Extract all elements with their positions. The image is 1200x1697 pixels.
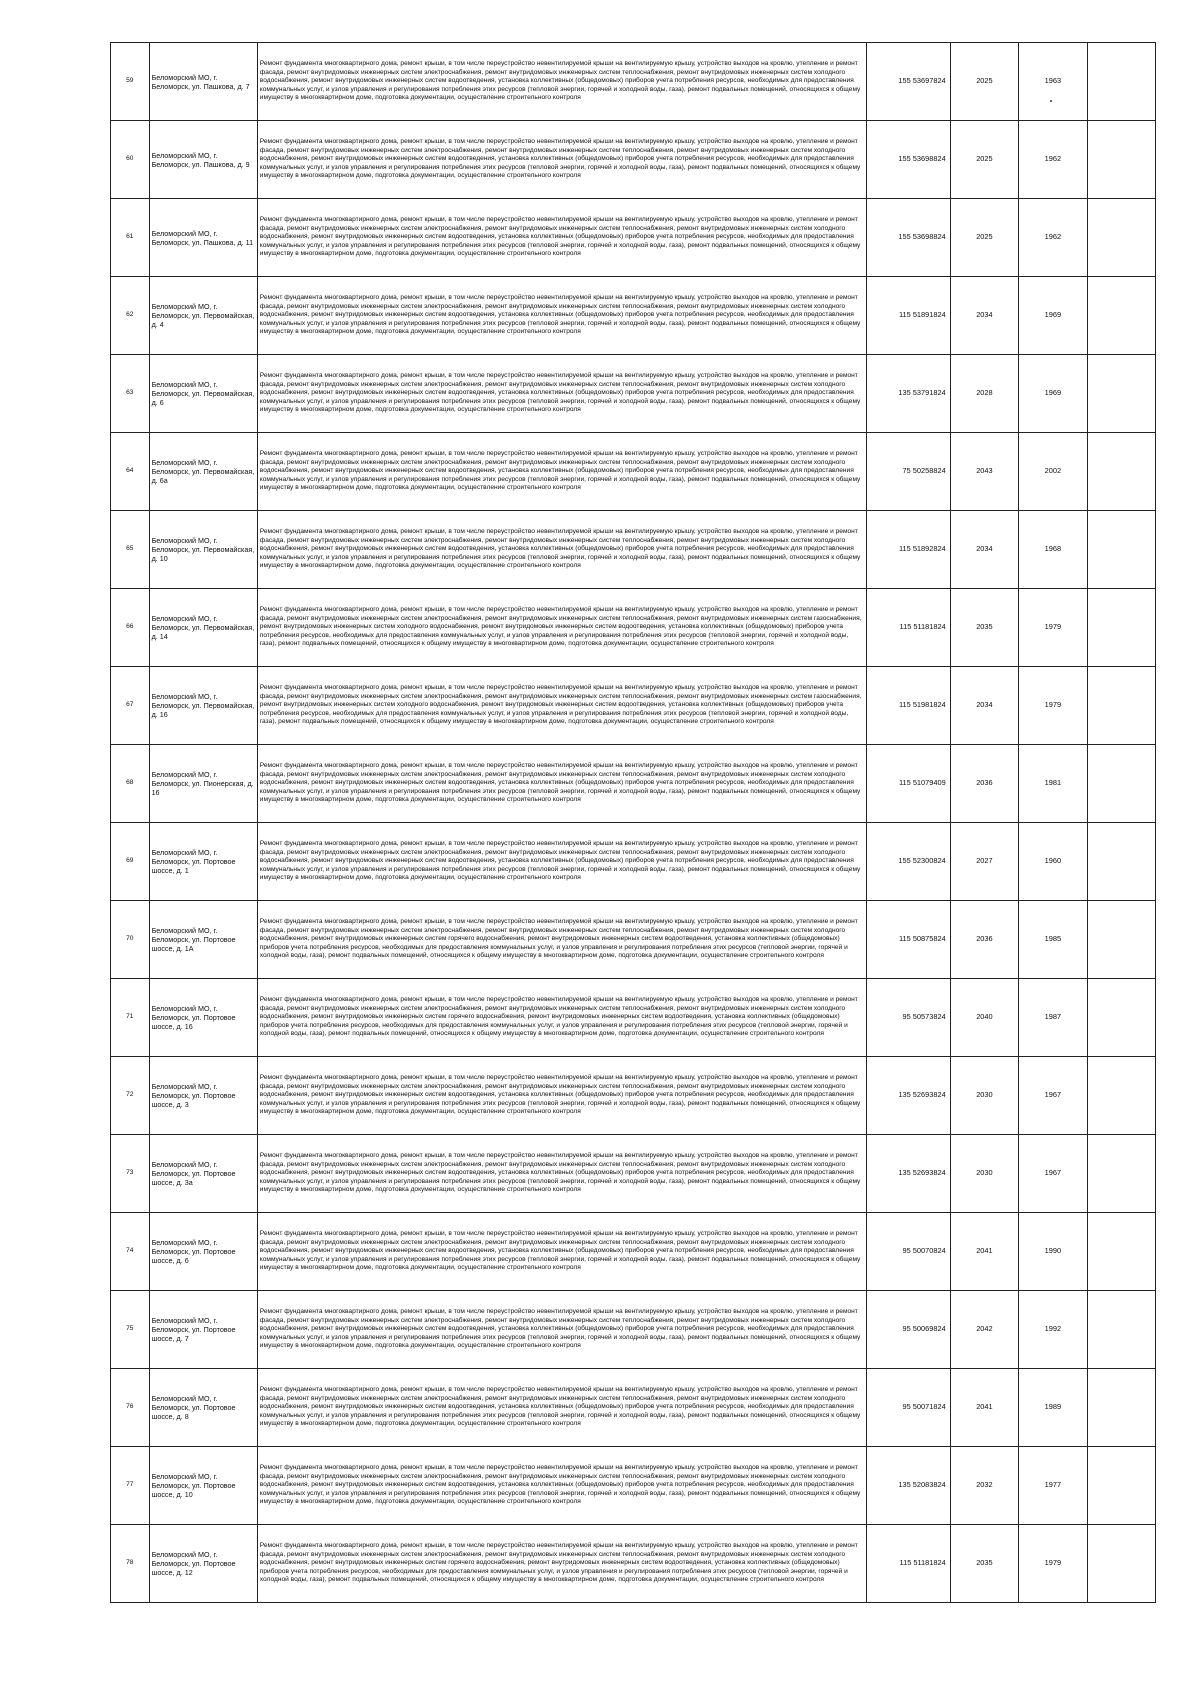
repair-year-cell: 2034	[950, 667, 1018, 745]
repair-year-cell: 2032	[950, 1447, 1018, 1525]
table-row	[111, 1525, 1156, 1603]
repair-year-cell: 2042	[950, 1291, 1018, 1369]
row-number: 77	[111, 1447, 150, 1525]
address-cell: Беломорский МО, г. Беломорск, ул. Пионерская, д. 16	[149, 745, 257, 823]
table-row	[111, 277, 1156, 355]
cost-cell: 115 51891824	[867, 277, 950, 355]
empty-cell	[1087, 979, 1155, 1057]
table-row	[111, 511, 1156, 589]
cost-cell: 95 50069824	[867, 1291, 950, 1369]
build-year-cell: 1962	[1019, 199, 1087, 277]
cost-cell: 95 50573824	[867, 979, 950, 1057]
works-cell: Ремонт фундамента многоквартирного дома, ремонт крыши, в том числе переустройство невентилируемой крыши на вентилируемую крышу, устройство выходов на кровлю, утепление и ремонт фасада, ремонт внутридомовых инженерных систем электроснабжения, ремонт внутридомовых инженерных систем теплоснабжения, ремонт внутридомовых инженерных систем холодного водоснабжения, ремонт внутридомовых инженерных систем водоотведения, установка коллективных (общедомовых) приборов учета потребления ресурсов, необходимых для предоставления коммунальных услуг, и узлов управления и регулирования потребления этих ресурсов (тепловой энергии, горячей и холодной воды, газа), ремонт подвальных помещений, относящихся к общему имуществу в многоквартирном доме, подготовка документации, осуществление строительного контроля	[257, 355, 867, 433]
repair-year-cell: 2036	[950, 901, 1018, 979]
row-number: 68	[111, 745, 150, 823]
works-cell: Ремонт фундамента многоквартирного дома, ремонт крыши, в том числе переустройство невентилируемой крыши на вентилируемую крышу, устройство выходов на кровлю, утепление и ремонт фасада, ремонт внутридомовых инженерных систем электроснабжения, ремонт внутридомовых инженерных систем теплоснабжения, ремонт внутридомовых инженерных систем холодного водоснабжения, ремонт внутридомовых инженерных систем водоотведения, установка коллективных (общедомовых) приборов учета потребления ресурсов, необходимых для предоставления коммунальных услуг, и узлов управления и регулирования потребления этих ресурсов (тепловой энергии, горячей и холодной воды, газа), ремонт подвальных помещений, относящихся к общему имуществу в многоквартирном доме, подготовка документации, осуществление строительного контроля	[257, 823, 867, 901]
table-row	[111, 1135, 1156, 1213]
row-number: 65	[111, 511, 150, 589]
row-number: 62	[111, 277, 150, 355]
document-page	[110, 42, 1156, 1603]
empty-cell	[1087, 1369, 1155, 1447]
repair-year-cell: 2040	[950, 979, 1018, 1057]
empty-cell	[1087, 355, 1155, 433]
repair-year-cell: 2034	[950, 277, 1018, 355]
table-row	[111, 667, 1156, 745]
address-cell: Беломорский МО, г. Беломорск, ул. Пашкова, д. 11	[149, 199, 257, 277]
works-cell: Ремонт фундамента многоквартирного дома, ремонт крыши, в том числе переустройство невентилируемой крыши на вентилируемую крышу, устройство выходов на кровлю, утепление и ремонт фасада, ремонт внутридомовых инженерных систем электроснабжения, ремонт внутридомовых инженерных систем теплоснабжения, ремонт внутридомовых инженерных систем холодного водоснабжения, ремонт внутридомовых инженерных систем горячего водоснабжения, ремонт внутридомовых инженерных систем водоотведения, установка коллективных (общедомовых) приборов учета потребления ресурсов, необходимых для предоставления коммунальных услуг, и узлов управления и регулирования потребления этих ресурсов (тепловой энергии, горячей и холодной воды, газа), ремонт подвальных помещений, относящихся к общему имуществу в многоквартирном доме, подготовка документации, осуществление строительного контроля	[257, 901, 867, 979]
address-cell: Беломорский МО, г. Беломорск, ул. Портовое шоссе, д. 3а	[149, 1135, 257, 1213]
empty-cell	[1087, 901, 1155, 979]
repair-year-cell: 2035	[950, 589, 1018, 667]
address-cell: Беломорский МО, г. Беломорск, ул. Первомайская, д. 10	[149, 511, 257, 589]
build-year-cell: 1969	[1019, 355, 1087, 433]
row-number: 59	[111, 43, 150, 121]
repair-year-cell: 2043	[950, 433, 1018, 511]
table-row	[111, 433, 1156, 511]
build-year-cell: 1977	[1019, 1447, 1087, 1525]
works-cell: Ремонт фундамента многоквартирного дома, ремонт крыши, в том числе переустройство невентилируемой крыши на вентилируемую крышу, устройство выходов на кровлю, утепление и ремонт фасада, ремонт внутридомовых инженерных систем электроснабжения, ремонт внутридомовых инженерных систем теплоснабжения, ремонт внутридомовых инженерных систем холодного водоснабжения, ремонт внутридомовых инженерных систем горячего водоснабжения, ремонт внутридомовых инженерных систем водоотведения, установка коллективных (общедомовых) приборов учета потребления ресурсов, необходимых для предоставления коммунальных услуг, и узлов управления и регулирования потребления этих ресурсов (тепловой энергии, горячей и холодной воды, газа), ремонт подвальных помещений, относящихся к общему имуществу в многоквартирном доме, подготовка документации, осуществление строительного контроля	[257, 1525, 867, 1603]
row-number: 72	[111, 1057, 150, 1135]
row-number: 69	[111, 823, 150, 901]
works-cell: Ремонт фундамента многоквартирного дома, ремонт крыши, в том числе переустройство невентилируемой крыши на вентилируемую крышу, устройство выходов на кровлю, утепление и ремонт фасада, ремонт внутридомовых инженерных систем электроснабжения, ремонт внутридомовых инженерных систем теплоснабжения, ремонт внутридомовых инженерных систем холодного водоснабжения, ремонт внутридомовых инженерных систем водоотведения, установка коллективных (общедомовых) приборов учета потребления ресурсов, необходимых для предоставления коммунальных услуг, и узлов управления и регулирования потребления этих ресурсов (тепловой энергии, горячей и холодной воды, газа), ремонт подвальных помещений, относящихся к общему имуществу в многоквартирном доме, подготовка документации, осуществление строительного контроля	[257, 199, 867, 277]
build-year-cell: 1968	[1019, 511, 1087, 589]
address-cell: Беломорский МО, г. Беломорск, ул. Портовое шоссе, д. 12	[149, 1525, 257, 1603]
empty-cell	[1087, 511, 1155, 589]
address-cell: Беломорский МО, г. Беломорск, ул. Портовое шоссе, д. 1А	[149, 901, 257, 979]
empty-cell	[1087, 1213, 1155, 1291]
works-cell: Ремонт фундамента многоквартирного дома, ремонт крыши, в том числе переустройство невентилируемой крыши на вентилируемую крышу, устройство выходов на кровлю, утепление и ремонт фасада, ремонт внутридомовых инженерных систем электроснабжения, ремонт внутридомовых инженерных систем теплоснабжения, ремонт внутридомовых инженерных систем холодного водоснабжения, ремонт внутридомовых инженерных систем водоотведения, установка коллективных (общедомовых) приборов учета потребления ресурсов, необходимых для предоставления коммунальных услуг, и узлов управления и регулирования потребления этих ресурсов (тепловой энергии, горячей и холодной воды, газа), ремонт подвальных помещений, относящихся к общему имуществу в многоквартирном доме, подготовка документации, осуществление строительного контроля	[257, 1447, 867, 1525]
table-row	[111, 1057, 1156, 1135]
row-number: 66	[111, 589, 150, 667]
repair-year-cell: 2030	[950, 1135, 1018, 1213]
cost-cell: 135 53791824	[867, 355, 950, 433]
table-row	[111, 199, 1156, 277]
build-year-cell: 1969	[1019, 277, 1087, 355]
table-row	[111, 355, 1156, 433]
repair-year-cell: 2025	[950, 199, 1018, 277]
build-year-cell: 1989	[1019, 1369, 1087, 1447]
address-cell: Беломорский МО, г. Беломорск, ул. Портовое шоссе, д. 6	[149, 1213, 257, 1291]
cost-cell: 115 50875824	[867, 901, 950, 979]
build-year-cell: 1992	[1019, 1291, 1087, 1369]
table-row	[111, 1213, 1156, 1291]
cost-cell: 75 50258824	[867, 433, 950, 511]
table-row	[111, 1369, 1156, 1447]
cost-cell: 95 50070824	[867, 1213, 950, 1291]
empty-cell	[1087, 1447, 1155, 1525]
build-year-cell: 1960	[1019, 823, 1087, 901]
table-row	[111, 1447, 1156, 1525]
works-cell: Ремонт фундамента многоквартирного дома, ремонт крыши, в том числе переустройство невентилируемой крыши на вентилируемую крышу, устройство выходов на кровлю, утепление и ремонт фасада, ремонт внутридомовых инженерных систем электроснабжения, ремонт внутридомовых инженерных систем теплоснабжения, ремонт внутридомовых инженерных систем холодного водоснабжения, ремонт внутридомовых инженерных систем водоотведения, установка коллективных (общедомовых) приборов учета потребления ресурсов, необходимых для предоставления коммунальных услуг, и узлов управления и регулирования потребления этих ресурсов (тепловой энергии, горячей и холодной воды, газа), ремонт подвальных помещений, относящихся к общему имуществу в многоквартирном доме, подготовка документации, осуществление строительного контроля	[257, 1057, 867, 1135]
empty-cell	[1087, 1525, 1155, 1603]
cost-cell: 135 52693824	[867, 1135, 950, 1213]
empty-cell	[1087, 43, 1155, 121]
row-number: 71	[111, 979, 150, 1057]
repair-year-cell: 2025	[950, 121, 1018, 199]
build-year-cell: 1962	[1019, 121, 1087, 199]
works-cell: Ремонт фундамента многоквартирного дома, ремонт крыши, в том числе переустройство невентилируемой крыши на вентилируемую крышу, устройство выходов на кровлю, утепление и ремонт фасада, ремонт внутридомовых инженерных систем электроснабжения, ремонт внутридомовых инженерных систем теплоснабжения, ремонт внутридомовых инженерных систем холодного водоснабжения, ремонт внутридомовых инженерных систем водоотведения, установка коллективных (общедомовых) приборов учета потребления ресурсов, необходимых для предоставления коммунальных услуг, и узлов управления и регулирования потребления этих ресурсов (тепловой энергии, горячей и холодной воды, газа), ремонт подвальных помещений, относящихся к общему имуществу в многоквартирном доме, подготовка документации, осуществление строительного контроля	[257, 1135, 867, 1213]
cost-cell: 95 50071824	[867, 1369, 950, 1447]
row-number: 63	[111, 355, 150, 433]
build-year-cell: 1979	[1019, 1525, 1087, 1603]
build-year-cell: 1981	[1019, 745, 1087, 823]
repair-year-cell: 2036	[950, 745, 1018, 823]
repair-year-cell: 2028	[950, 355, 1018, 433]
row-number: 67	[111, 667, 150, 745]
table-body	[111, 43, 1156, 1603]
table-row	[111, 589, 1156, 667]
address-cell: Беломорский МО, г. Беломорск, ул. Первомайская, д. 6	[149, 355, 257, 433]
build-year-cell: 1979	[1019, 667, 1087, 745]
row-number: 76	[111, 1369, 150, 1447]
repair-year-cell: 2027	[950, 823, 1018, 901]
repair-year-cell: 2041	[950, 1213, 1018, 1291]
address-cell: Беломорский МО, г. Беломорск, ул. Портовое шоссе, д. 10	[149, 1447, 257, 1525]
table-row	[111, 121, 1156, 199]
address-cell: Беломорский МО, г. Беломорск, ул. Первомайская, д. 14	[149, 589, 257, 667]
address-cell: Беломорский МО, г. Беломорск, ул. Пашкова, д. 7	[149, 43, 257, 121]
build-year-cell: 1979	[1019, 589, 1087, 667]
row-number: 73	[111, 1135, 150, 1213]
row-number: 61	[111, 199, 150, 277]
row-number: 74	[111, 1213, 150, 1291]
cost-cell: 155 52300824	[867, 823, 950, 901]
empty-cell	[1087, 1291, 1155, 1369]
empty-cell	[1087, 823, 1155, 901]
empty-cell	[1087, 1057, 1155, 1135]
works-cell: Ремонт фундамента многоквартирного дома, ремонт крыши, в том числе переустройство невентилируемой крыши на вентилируемую крышу, устройство выходов на кровлю, утепление и ремонт фасада, ремонт внутридомовых инженерных систем электроснабжения, ремонт внутридомовых инженерных систем теплоснабжения, ремонт внутридомовых инженерных систем холодного водоснабжения, ремонт внутридомовых инженерных систем водоотведения, установка коллективных (общедомовых) приборов учета потребления ресурсов, необходимых для предоставления коммунальных услуг, и узлов управления и регулирования потребления этих ресурсов (тепловой энергии, горячей и холодной воды, газа), ремонт подвальных помещений, относящихся к общему имуществу в многоквартирном доме, подготовка документации, осуществление строительного контроля	[257, 1291, 867, 1369]
build-year-cell: 1990	[1019, 1213, 1087, 1291]
works-cell: Ремонт фундамента многоквартирного дома, ремонт крыши, в том числе переустройство невентилируемой крыши на вентилируемую крышу, устройство выходов на кровлю, утепление и ремонт фасада, ремонт внутридомовых инженерных систем электроснабжения, ремонт внутридомовых инженерных систем теплоснабжения, ремонт внутридомовых инженерных систем холодного водоснабжения, ремонт внутридомовых инженерных систем водоотведения, установка коллективных (общедомовых) приборов учета потребления ресурсов, необходимых для предоставления коммунальных услуг, и узлов управления и регулирования потребления этих ресурсов (тепловой энергии, горячей и холодной воды, газа), ремонт подвальных помещений, относящихся к общему имуществу в многоквартирном доме, подготовка документации, осуществление строительного контроля	[257, 43, 867, 121]
address-cell: Беломорский МО, г. Беломорск, ул. Первомайская, д. 6а	[149, 433, 257, 511]
build-year-cell: 1985	[1019, 901, 1087, 979]
repair-year-cell: 2025	[950, 43, 1018, 121]
repair-year-cell: 2034	[950, 511, 1018, 589]
address-cell: Беломорский МО, г. Беломорск, ул. Портовое шоссе, д. 8	[149, 1369, 257, 1447]
works-cell: Ремонт фундамента многоквартирного дома, ремонт крыши, в том числе переустройство невентилируемой крыши на вентилируемую крышу, устройство выходов на кровлю, утепление и ремонт фасада, ремонт внутридомовых инженерных систем электроснабжения, ремонт внутридомовых инженерных систем теплоснабжения, ремонт внутридомовых инженерных систем холодного водоснабжения, ремонт внутридомовых инженерных систем водоотведения, установка коллективных (общедомовых) приборов учета потребления ресурсов, необходимых для предоставления коммунальных услуг, и узлов управления и регулирования потребления этих ресурсов (тепловой энергии, горячей и холодной воды, газа), ремонт подвальных помещений, относящихся к общему имуществу в многоквартирном доме, подготовка документации, осуществление строительного контроля	[257, 511, 867, 589]
works-cell: Ремонт фундамента многоквартирного дома, ремонт крыши, в том числе переустройство невентилируемой крыши на вентилируемую крышу, устройство выходов на кровлю, утепление и ремонт фасада, ремонт внутридомовых инженерных систем электроснабжения, ремонт внутридомовых инженерных систем теплоснабжения, ремонт внутридомовых инженерных систем холодного водоснабжения, ремонт внутридомовых инженерных систем водоотведения, установка коллективных (общедомовых) приборов учета потребления ресурсов, необходимых для предоставления коммунальных услуг, и узлов управления и регулирования потребления этих ресурсов (тепловой энергии, горячей и холодной воды, газа), ремонт подвальных помещений, относящихся к общему имуществу в многоквартирном доме, подготовка документации, осуществление строительного контроля	[257, 277, 867, 355]
capital-repair-table	[110, 42, 1156, 1603]
repair-year-cell: 2035	[950, 1525, 1018, 1603]
cost-cell: 115 51181824	[867, 1525, 950, 1603]
repair-year-cell: 2030	[950, 1057, 1018, 1135]
address-cell: Беломорский МО, г. Беломорск, ул. Первомайская, д. 4	[149, 277, 257, 355]
build-year-cell: 2002	[1019, 433, 1087, 511]
cost-cell: 115 51892824	[867, 511, 950, 589]
repair-year-cell: 2041	[950, 1369, 1018, 1447]
empty-cell	[1087, 277, 1155, 355]
empty-cell	[1087, 667, 1155, 745]
works-cell: Ремонт фундамента многоквартирного дома, ремонт крыши, в том числе переустройство невентилируемой крыши на вентилируемую крышу, устройство выходов на кровлю, утепление и ремонт фасада, ремонт внутридомовых инженерных систем электроснабжения, ремонт внутридомовых инженерных систем теплоснабжения, ремонт внутридомовых инженерных систем газоснабжения, ремонт внутридомовых инженерных систем холодного водоснабжения, ремонт внутридомовых инженерных систем водоотведения, установка коллективных (общедомовых) приборов учета потребления ресурсов, необходимых для предоставления коммунальных услуг, и узлов управления и регулирования потребления этих ресурсов (тепловой энергии, горячей и холодной воды, газа), ремонт подвальных помещений, относящихся к общему имуществу в многоквартирном доме, подготовка документации, осуществление строительного контроля	[257, 667, 867, 745]
row-number: 60	[111, 121, 150, 199]
table-row	[111, 1291, 1156, 1369]
address-cell: Беломорский МО, г. Беломорск, ул. Портовое шоссе, д. 16	[149, 979, 257, 1057]
build-year-cell: 1987	[1019, 979, 1087, 1057]
cost-cell: 155 53698824	[867, 121, 950, 199]
cost-cell: 155 53698824	[867, 199, 950, 277]
works-cell: Ремонт фундамента многоквартирного дома, ремонт крыши, в том числе переустройство невентилируемой крыши на вентилируемую крышу, устройство выходов на кровлю, утепление и ремонт фасада, ремонт внутридомовых инженерных систем электроснабжения, ремонт внутридомовых инженерных систем теплоснабжения, ремонт внутридомовых инженерных систем холодного водоснабжения, ремонт внутридомовых инженерных систем водоотведения, установка коллективных (общедомовых) приборов учета потребления ресурсов, необходимых для предоставления коммунальных услуг, и узлов управления и регулирования потребления этих ресурсов (тепловой энергии, горячей и холодной воды, газа), ремонт подвальных помещений, относящихся к общему имуществу в многоквартирном доме, подготовка документации, осуществление строительного контроля	[257, 745, 867, 823]
works-cell: Ремонт фундамента многоквартирного дома, ремонт крыши, в том числе переустройство невентилируемой крыши на вентилируемую крышу, устройство выходов на кровлю, утепление и ремонт фасада, ремонт внутридомовых инженерных систем электроснабжения, ремонт внутридомовых инженерных систем теплоснабжения, ремонт внутридомовых инженерных систем холодного водоснабжения, ремонт внутридомовых инженерных систем водоотведения, установка коллективных (общедомовых) приборов учета потребления ресурсов, необходимых для предоставления коммунальных услуг, и узлов управления и регулирования потребления этих ресурсов (тепловой энергии, горячей и холодной воды, газа), ремонт подвальных помещений, относящихся к общему имуществу в многоквартирном доме, подготовка документации, осуществление строительного контроля	[257, 433, 867, 511]
cost-cell: 115 51981824	[867, 667, 950, 745]
empty-cell	[1087, 745, 1155, 823]
row-number: 64	[111, 433, 150, 511]
row-number: 70	[111, 901, 150, 979]
build-year-cell: 1967	[1019, 1135, 1087, 1213]
cost-cell: 115 51181824	[867, 589, 950, 667]
works-cell: Ремонт фундамента многоквартирного дома, ремонт крыши, в том числе переустройство невентилируемой крыши на вентилируемую крышу, устройство выходов на кровлю, утепление и ремонт фасада, ремонт внутридомовых инженерных систем электроснабжения, ремонт внутридомовых инженерных систем теплоснабжения, ремонт внутридомовых инженерных систем холодного водоснабжения, ремонт внутридомовых инженерных систем водоотведения, установка коллективных (общедомовых) приборов учета потребления ресурсов, необходимых для предоставления коммунальных услуг, и узлов управления и регулирования потребления этих ресурсов (тепловой энергии, горячей и холодной воды, газа), ремонт подвальных помещений, относящихся к общему имуществу в многоквартирном доме, подготовка документации, осуществление строительного контроля	[257, 121, 867, 199]
row-number: 78	[111, 1525, 150, 1603]
cost-cell: 135 52693824	[867, 1057, 950, 1135]
address-cell: Беломорский МО, г. Беломорск, ул. Первомайская, д. 16	[149, 667, 257, 745]
cost-cell: 155 53697824	[867, 43, 950, 121]
empty-cell	[1087, 589, 1155, 667]
build-year-cell: 1967	[1019, 1057, 1087, 1135]
cost-cell: 135 52083824	[867, 1447, 950, 1525]
works-cell: Ремонт фундамента многоквартирного дома, ремонт крыши, в том числе переустройство невентилируемой крыши на вентилируемую крышу, устройство выходов на кровлю, утепление и ремонт фасада, ремонт внутридомовых инженерных систем электроснабжения, ремонт внутридомовых инженерных систем теплоснабжения, ремонт внутридомовых инженерных систем газоснабжения, ремонт внутридомовых инженерных систем холодного водоснабжения, ремонт внутридомовых инженерных систем водоотведения, установка коллективных (общедомовых) приборов учета потребления ресурсов, необходимых для предоставления коммунальных услуг, и узлов управления и регулирования потребления этих ресурсов (тепловой энергии, горячей и холодной воды, газа), ремонт подвальных помещений, относящихся к общему имуществу в многоквартирном доме, подготовка документации, осуществление строительного контроля	[257, 589, 867, 667]
table-row	[111, 901, 1156, 979]
row-number: 75	[111, 1291, 150, 1369]
build-year-cell: 1963	[1019, 43, 1087, 121]
empty-cell	[1087, 433, 1155, 511]
works-cell: Ремонт фундамента многоквартирного дома, ремонт крыши, в том числе переустройство невентилируемой крыши на вентилируемую крышу, устройство выходов на кровлю, утепление и ремонт фасада, ремонт внутридомовых инженерных систем электроснабжения, ремонт внутридомовых инженерных систем теплоснабжения, ремонт внутридомовых инженерных систем холодного водоснабжения, ремонт внутридомовых инженерных систем водоотведения, установка коллективных (общедомовых) приборов учета потребления ресурсов, необходимых для предоставления коммунальных услуг, и узлов управления и регулирования потребления этих ресурсов (тепловой энергии, горячей и холодной воды, газа), ремонт подвальных помещений, относящихся к общему имуществу в многоквартирном доме, подготовка документации, осуществление строительного контроля	[257, 1213, 867, 1291]
table-row	[111, 823, 1156, 901]
table-row	[111, 43, 1156, 121]
empty-cell	[1087, 199, 1155, 277]
address-cell: Беломорский МО, г. Беломорск, ул. Портовое шоссе, д. 1	[149, 823, 257, 901]
address-cell: Беломорский МО, г. Беломорск, ул. Пашкова, д. 9	[149, 121, 257, 199]
works-cell: Ремонт фундамента многоквартирного дома, ремонт крыши, в том числе переустройство невентилируемой крыши на вентилируемую крышу, устройство выходов на кровлю, утепление и ремонт фасада, ремонт внутридомовых инженерных систем электроснабжения, ремонт внутридомовых инженерных систем теплоснабжения, ремонт внутридомовых инженерных систем холодного водоснабжения, ремонт внутридомовых инженерных систем горячего водоснабжения, ремонт внутридомовых инженерных систем водоотведения, установка коллективных (общедомовых) приборов учета потребления ресурсов, необходимых для предоставления коммунальных услуг, и узлов управления и регулирования потребления этих ресурсов (тепловой энергии, горячей и холодной воды, газа), ремонт подвальных помещений, относящихся к общему имуществу в многоквартирном доме, подготовка документации, осуществление строительного контроля	[257, 979, 867, 1057]
scan-speck	[1050, 100, 1052, 102]
address-cell: Беломорский МО, г. Беломорск, ул. Портовое шоссе, д. 3	[149, 1057, 257, 1135]
empty-cell	[1087, 1135, 1155, 1213]
table-row	[111, 745, 1156, 823]
works-cell: Ремонт фундамента многоквартирного дома, ремонт крыши, в том числе переустройство невентилируемой крыши на вентилируемую крышу, устройство выходов на кровлю, утепление и ремонт фасада, ремонт внутридомовых инженерных систем электроснабжения, ремонт внутридомовых инженерных систем теплоснабжения, ремонт внутридомовых инженерных систем холодного водоснабжения, ремонт внутридомовых инженерных систем водоотведения, установка коллективных (общедомовых) приборов учета потребления ресурсов, необходимых для предоставления коммунальных услуг, и узлов управления и регулирования потребления этих ресурсов (тепловой энергии, горячей и холодной воды, газа), ремонт подвальных помещений, относящихся к общему имуществу в многоквартирном доме, подготовка документации, осуществление строительного контроля	[257, 1369, 867, 1447]
address-cell: Беломорский МО, г. Беломорск, ул. Портовое шоссе, д. 7	[149, 1291, 257, 1369]
table-row	[111, 979, 1156, 1057]
empty-cell	[1087, 121, 1155, 199]
cost-cell: 115 51079409	[867, 745, 950, 823]
